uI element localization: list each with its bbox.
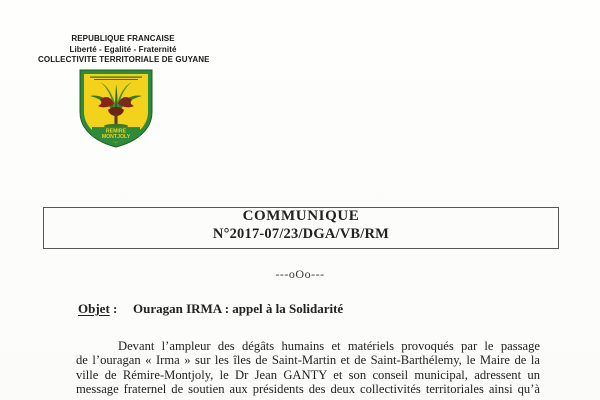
body-line: Devant l’ampleur des dégâts humains et matériels provoqués par le passage bbox=[118, 339, 540, 353]
communique-box bbox=[43, 207, 559, 249]
body-line: de l’ouragan « Irma » sur les îles de Saint-Martin et de Saint-Barthélemy, le Maire de la bbox=[76, 353, 540, 368]
body-paragraph bbox=[76, 339, 540, 396]
letterhead-line-republic: REPUBLIQUE FRANCAISE bbox=[71, 34, 175, 43]
letterhead-line-motto: Liberté - Egalité - Fraternité bbox=[69, 44, 177, 54]
communique-title: COMMUNIQUE bbox=[242, 208, 360, 224]
body-line: message fraternel de soutien aux présidents des deux collectivités territoriales ainsi qu’à bbox=[76, 381, 540, 396]
communique-number: N°2017-07/23/DGA/VB/RM bbox=[212, 226, 390, 242]
objet-colon: : bbox=[113, 301, 118, 316]
objet-text: Ouragan IRMA : appel à la Solidarité bbox=[133, 301, 344, 316]
crest-name-line1: REMIRE bbox=[105, 128, 127, 135]
separator: ---oOo--- bbox=[275, 267, 325, 281]
letterhead bbox=[38, 34, 208, 66]
body-line: ville de Rémire-Montjoly, le Dr Jean GANTY et son conseil municipal, adressent un bbox=[76, 367, 540, 382]
remire-montjoly-crest-icon bbox=[78, 68, 154, 148]
letterhead-line-collectivity: COLLECTIVITE TERRITORIALE DE GUYANE bbox=[38, 55, 210, 64]
crest-name-line2: MONTJOLY bbox=[101, 134, 131, 141]
objet-label: Objet bbox=[78, 301, 110, 316]
